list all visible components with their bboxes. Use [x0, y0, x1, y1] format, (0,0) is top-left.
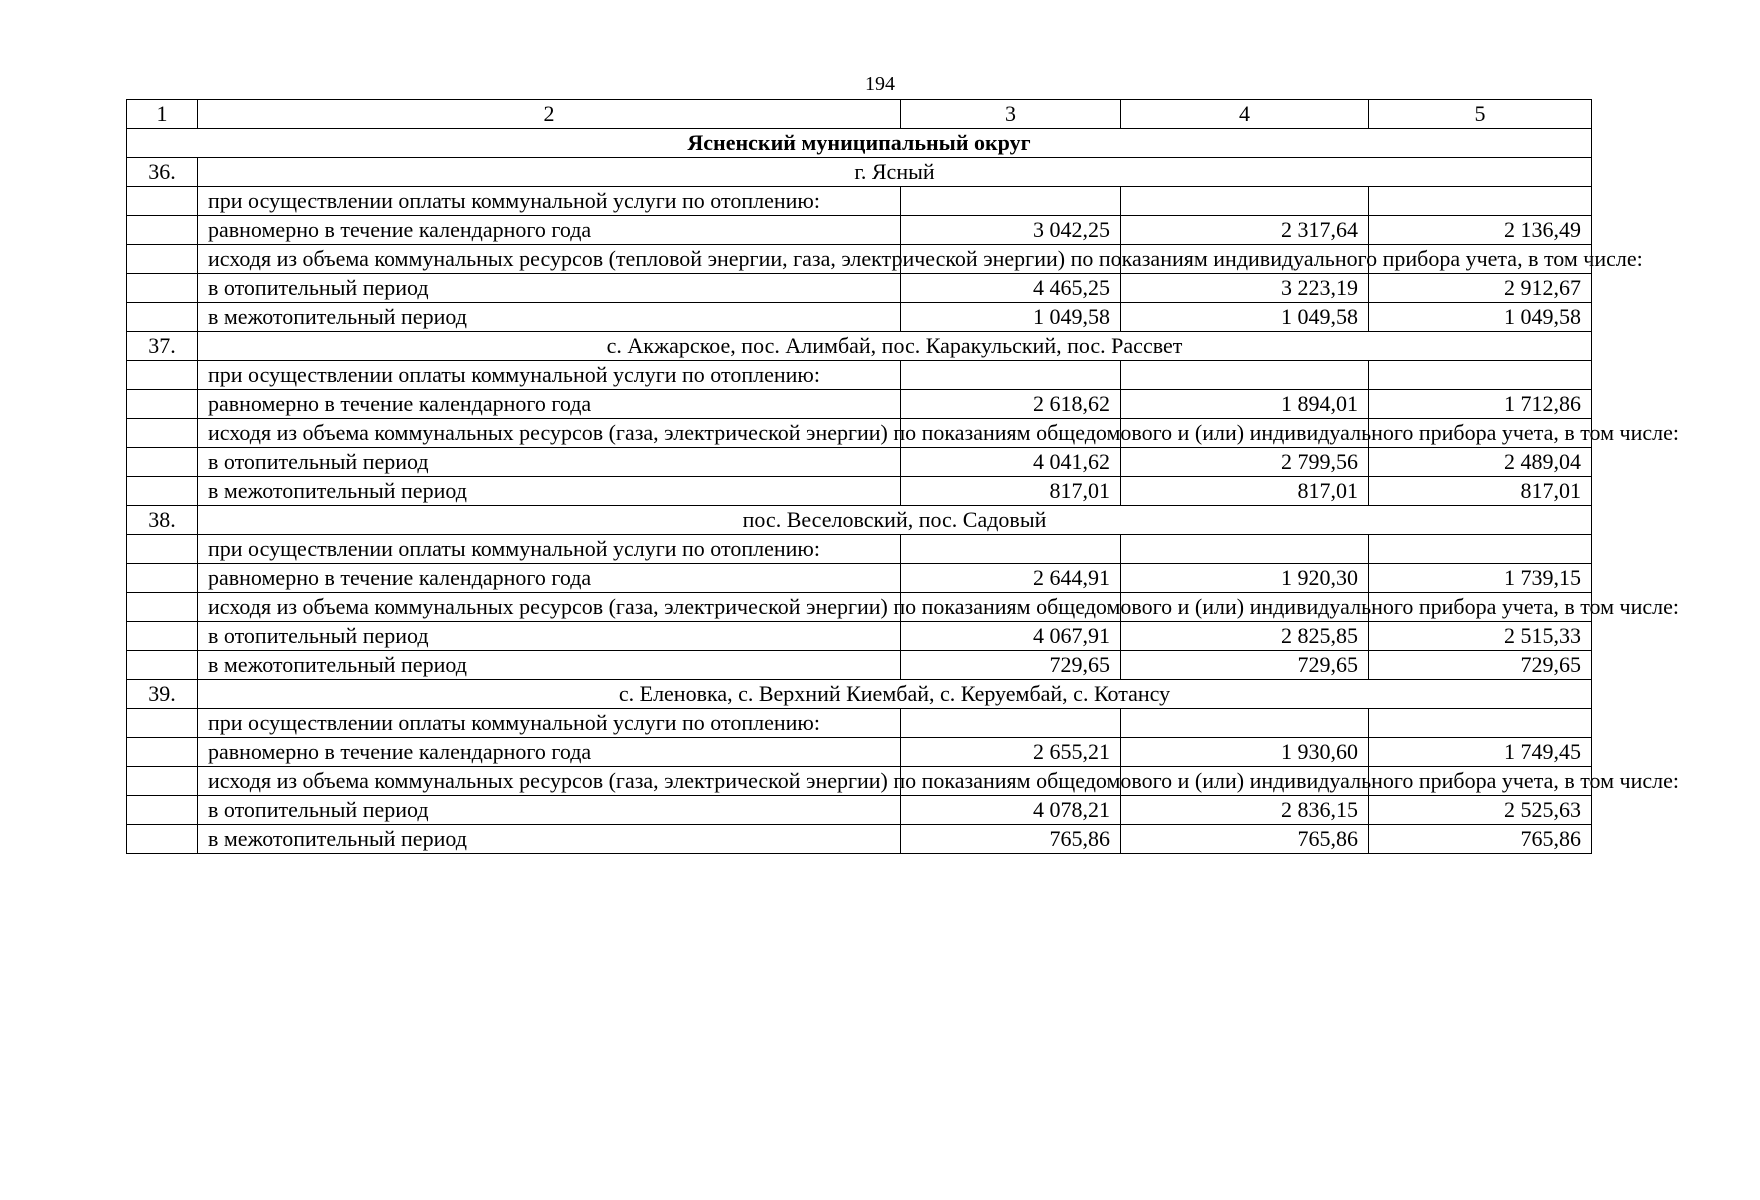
value-col-4: 1 894,01	[1121, 390, 1369, 419]
row-label: в межотопительный период	[198, 651, 901, 680]
value-col-3: 3 042,25	[901, 216, 1121, 245]
value-col-5: 2 515,33	[1369, 622, 1592, 651]
table-row	[127, 738, 1592, 767]
value-col-3: 4 465,25	[901, 274, 1121, 303]
value-col-5: 817,01	[1369, 477, 1592, 506]
value-col-5: 2 912,67	[1369, 274, 1592, 303]
row-number-empty	[127, 593, 198, 622]
value-col-3	[901, 187, 1121, 216]
table-row	[127, 419, 1592, 448]
value-col-4	[1121, 709, 1369, 738]
row-number-empty	[127, 216, 198, 245]
table-row	[127, 593, 1592, 622]
row-label: равномерно в течение календарного года	[198, 390, 901, 419]
column-header: 4	[1121, 100, 1369, 129]
row-label: равномерно в течение календарного года	[198, 216, 901, 245]
row-label: при осуществлении оплаты коммунальной услуги по отоплению:	[198, 187, 901, 216]
table-row	[127, 796, 1592, 825]
value-col-5: 2 525,63	[1369, 796, 1592, 825]
value-col-5: 1 049,58	[1369, 303, 1592, 332]
table-row	[127, 825, 1592, 854]
value-col-4: 817,01	[1121, 477, 1369, 506]
value-col-5: 1 739,15	[1369, 564, 1592, 593]
table-row	[127, 448, 1592, 477]
row-label: исходя из объема коммунальных ресурсов (газа, электрической энергии) по показаниям общедомового и (или) индивидуального прибора учета, в том числе:	[198, 767, 901, 796]
row-number-empty	[127, 361, 198, 390]
row-number-empty	[127, 303, 198, 332]
row-number: 38.	[127, 506, 198, 535]
value-col-5: 1 712,86	[1369, 390, 1592, 419]
value-col-4	[1121, 187, 1369, 216]
row-number-empty	[127, 651, 198, 680]
table-row	[127, 187, 1592, 216]
row-number-empty	[127, 767, 198, 796]
value-col-5: 765,86	[1369, 825, 1592, 854]
value-col-3: 2 618,62	[901, 390, 1121, 419]
table-row	[127, 274, 1592, 303]
row-number-empty	[127, 796, 198, 825]
row-number: 36.	[127, 158, 198, 187]
column-header: 2	[198, 100, 901, 129]
value-col-5	[1369, 535, 1592, 564]
table-row	[127, 390, 1592, 419]
column-header: 3	[901, 100, 1121, 129]
section-title: Ясненский муниципальный округ	[127, 129, 1592, 158]
value-col-5	[1369, 709, 1592, 738]
row-number-empty	[127, 535, 198, 564]
value-col-3	[901, 361, 1121, 390]
settlement-row	[127, 332, 1592, 361]
value-col-4: 2 317,64	[1121, 216, 1369, 245]
table-row	[127, 303, 1592, 332]
row-label: в отопительный период	[198, 274, 901, 303]
value-col-3: 765,86	[901, 825, 1121, 854]
row-label: равномерно в течение календарного года	[198, 564, 901, 593]
table-row	[127, 709, 1592, 738]
table-row	[127, 622, 1592, 651]
row-number: 37.	[127, 332, 198, 361]
column-header: 5	[1369, 100, 1592, 129]
row-label: в отопительный период	[198, 796, 901, 825]
value-col-5: 729,65	[1369, 651, 1592, 680]
value-col-4: 3 223,19	[1121, 274, 1369, 303]
settlement-name: с. Акжарское, пос. Алимбай, пос. Каракульский, пос. Рассвет	[198, 332, 1592, 361]
value-col-5	[1369, 361, 1592, 390]
value-col-3: 4 041,62	[901, 448, 1121, 477]
row-number-empty	[127, 419, 198, 448]
value-col-4: 2 836,15	[1121, 796, 1369, 825]
value-col-4: 765,86	[1121, 825, 1369, 854]
table-row	[127, 651, 1592, 680]
value-col-4	[1121, 535, 1369, 564]
table-row	[127, 767, 1592, 796]
table-row	[127, 535, 1592, 564]
row-number-empty	[127, 738, 198, 767]
table-row	[127, 564, 1592, 593]
row-label: при осуществлении оплаты коммунальной услуги по отоплению:	[198, 535, 901, 564]
value-col-5: 2 489,04	[1369, 448, 1592, 477]
table-row	[127, 477, 1592, 506]
value-col-4: 1 920,30	[1121, 564, 1369, 593]
table-row	[127, 245, 1592, 274]
row-label: в межотопительный период	[198, 477, 901, 506]
row-label: равномерно в течение календарного года	[198, 738, 901, 767]
table-row	[127, 361, 1592, 390]
value-col-5: 1 749,45	[1369, 738, 1592, 767]
row-number-empty	[127, 187, 198, 216]
value-col-4: 2 799,56	[1121, 448, 1369, 477]
value-col-3	[901, 709, 1121, 738]
settlement-row	[127, 506, 1592, 535]
row-number-empty	[127, 622, 198, 651]
row-label: при осуществлении оплаты коммунальной услуги по отоплению:	[198, 709, 901, 738]
column-header: 1	[127, 100, 198, 129]
settlement-name: г. Ясный	[198, 158, 1592, 187]
row-number-empty	[127, 274, 198, 303]
row-label: исходя из объема коммунальных ресурсов (тепловой энергии, газа, электрической энергии) по показаниям индивидуального прибора учета, в том числе:	[198, 245, 901, 274]
value-col-5: 2 136,49	[1369, 216, 1592, 245]
value-col-3: 2 655,21	[901, 738, 1121, 767]
row-label: при осуществлении оплаты коммунальной услуги по отоплению:	[198, 361, 901, 390]
row-number-empty	[127, 448, 198, 477]
value-col-4: 1 930,60	[1121, 738, 1369, 767]
table-row	[127, 216, 1592, 245]
value-col-4	[1121, 361, 1369, 390]
settlement-row	[127, 158, 1592, 187]
value-col-5	[1369, 187, 1592, 216]
settlement-name: пос. Веселовский, пос. Садовый	[198, 506, 1592, 535]
row-number-empty	[127, 390, 198, 419]
row-label: в отопительный период	[198, 622, 901, 651]
row-number-empty	[127, 825, 198, 854]
row-label: в отопительный период	[198, 448, 901, 477]
section-title-row	[127, 129, 1592, 158]
value-col-3	[901, 535, 1121, 564]
row-number-empty	[127, 477, 198, 506]
page-number: 194	[865, 73, 895, 95]
tariff-table	[126, 99, 1680, 854]
value-col-3: 729,65	[901, 651, 1121, 680]
value-col-4: 1 049,58	[1121, 303, 1369, 332]
row-label: исходя из объема коммунальных ресурсов (газа, электрической энергии) по показаниям общедомового и (или) индивидуального прибора учета, в том числе:	[198, 593, 901, 622]
row-label: в межотопительный период	[198, 303, 901, 332]
column-header-row	[127, 100, 1592, 129]
row-label: в межотопительный период	[198, 825, 901, 854]
value-col-4: 2 825,85	[1121, 622, 1369, 651]
settlement-name: с. Еленовка, с. Верхний Киембай, с. Керуембай, с. Котансу	[198, 680, 1592, 709]
value-col-3: 4 078,21	[901, 796, 1121, 825]
value-col-4: 729,65	[1121, 651, 1369, 680]
row-number-empty	[127, 709, 198, 738]
value-col-3: 1 049,58	[901, 303, 1121, 332]
row-number: 39.	[127, 680, 198, 709]
row-number-empty	[127, 564, 198, 593]
value-col-3: 4 067,91	[901, 622, 1121, 651]
settlement-row	[127, 680, 1592, 709]
row-label: исходя из объема коммунальных ресурсов (газа, электрической энергии) по показаниям общедомового и (или) индивидуального прибора учета, в том числе:	[198, 419, 901, 448]
value-col-3: 817,01	[901, 477, 1121, 506]
row-number-empty	[127, 245, 198, 274]
value-col-3: 2 644,91	[901, 564, 1121, 593]
